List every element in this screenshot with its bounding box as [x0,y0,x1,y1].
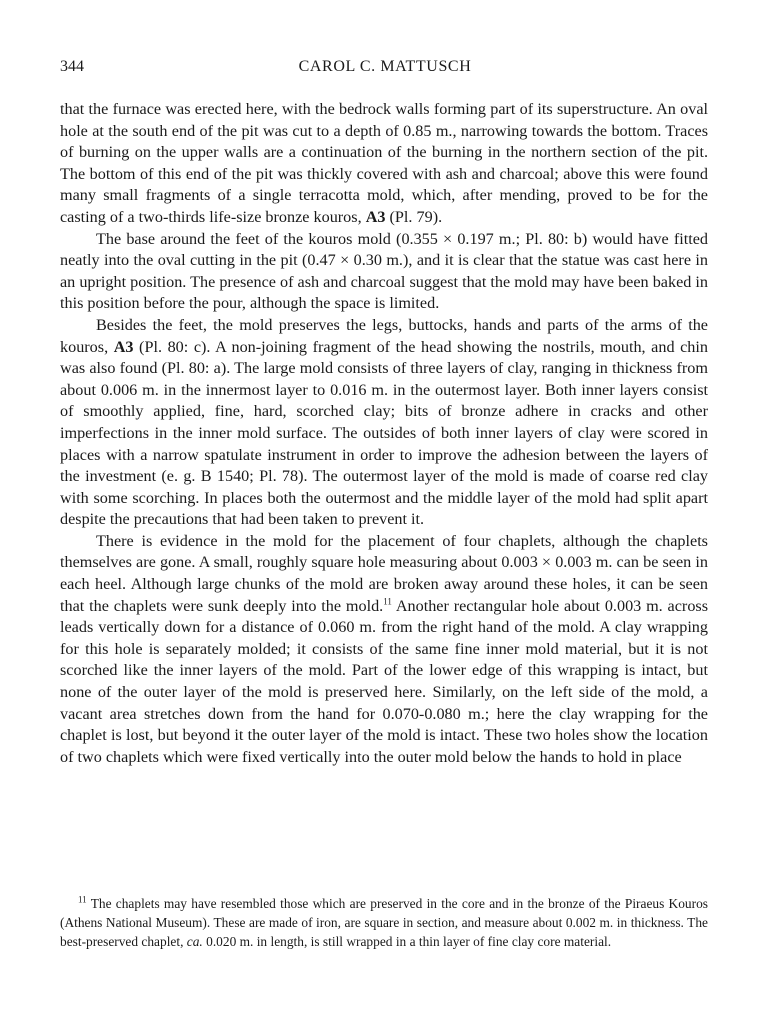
body-text [60,99,708,768]
paragraph-p4 [60,531,708,769]
text-run: that the furnace was erected here, with the bedrock walls forming part of its superstructure. An oval hole at the south end of the pit was cut to a depth of 0.85 m., narrowing towards the bottom. Traces of burning on the upper walls are a continuation of the burning in the northern section of the pit. The bottom of this end of the pit was thickly covered with ash and charcoal; above this were found many small fragments of a single terracotta mold, which, after mending, proved to be for the casting of a two-thirds life-size bronze kouros, [60,100,708,226]
page-header [60,58,710,82]
paragraph-p3 [60,315,708,531]
paragraph-p1 [60,99,708,229]
footnote-mark: 11 [78,894,87,905]
text-run: The base around the feet of the kouros mold (0.355 × 0.197 m.; Pl. 80: b) would have fitted neatly into the oval cutting in the pit (0.47 × 0.30 m.), and it is clear that the statue was cast here in an upright position. The presence of ash and charcoal suggest that the mold may have been baked in this position before the pour, although the space is limited. [60,229,708,313]
text-run: Besides the feet, the mold preserves the legs, buttocks, hands and parts of the arms of the kouros, [60,315,708,356]
page-number: 344 [60,58,84,75]
catalog-ref: A3 [113,337,134,356]
footnote-fn11 [60,895,708,951]
text-run: (Pl. 79). [385,207,443,226]
catalog-ref: A3 [365,207,386,226]
paragraph-p2 [60,229,708,315]
text-run: There is evidence in the mold for the placement of four chaplets, although the chaplets themselves are gone. A small, roughly square hole measuring about 0.003 × 0.003 m. can be seen in each heel. Although large chunks of the mold are broken away around these holes, it can be seen that the chaplets were sunk deeply into the mold. [60,531,708,615]
footnote-text: The chaplets may have resembled those which are preserved in the core and in the bronze of the Piraeus Kouros (Athens National Museum). These are made of iron, are square in section, and measure about 0.002 m. in thickness. The best-preserved chaplet, ca. 0.020 m. in length, is still wrapped in a thin layer of fine clay core material. [60,896,708,949]
footnote-reference: 11 [383,596,392,607]
text-run: (Pl. 80: c). A non-joining fragment of the head showing the nostrils, mouth, and chin was also found (Pl. 80: a). The large mold consists of three layers of clay, ranging in thickness from about 0.006 m. in the innermost layer to 0.016 m. in the outermost layer. Both inner layers consist of smoothly applied, fine, hard, scorched clay; bits of bronze adhere in cracks and other imperfections in the inner mold surface. The outsides of both inner layers of clay were scored in places with a narrow spatulate instrument in order to improve the adhesion between the layers of the investment (e. g. B 1540; Pl. 78). The outermost layer of the mold is made of coarse red clay with some scorching. In places both the outermost and the middle layer of the mold had split apart despite the precautions that had been taken to prevent it. [60,337,708,529]
footnotes [60,895,708,951]
text-run: Another rectangular hole about 0.003 m. across leads vertically down for a distance of 0.060 m. from the right hand of the mold. A clay wrapping for this hole is separately molded; it consists of the same fine inner mold material, but it is not scorched like the inner layers of the mold. Part of the lower edge of this wrapping is intact, but none of the outer layer of the mold is preserved here. Similarly, on the left side of the mold, a vacant area stretches down from the hand for 0.070-0.080 m.; here the clay wrapping for the chaplet is lost, but beyond it the outer layer of the mold is intact. These two holes show the location of two chaplets which were fixed vertically into the outer mold below the hands to hold in place [60,596,709,766]
running-head: CAROL C. MATTUSCH [298,58,472,75]
